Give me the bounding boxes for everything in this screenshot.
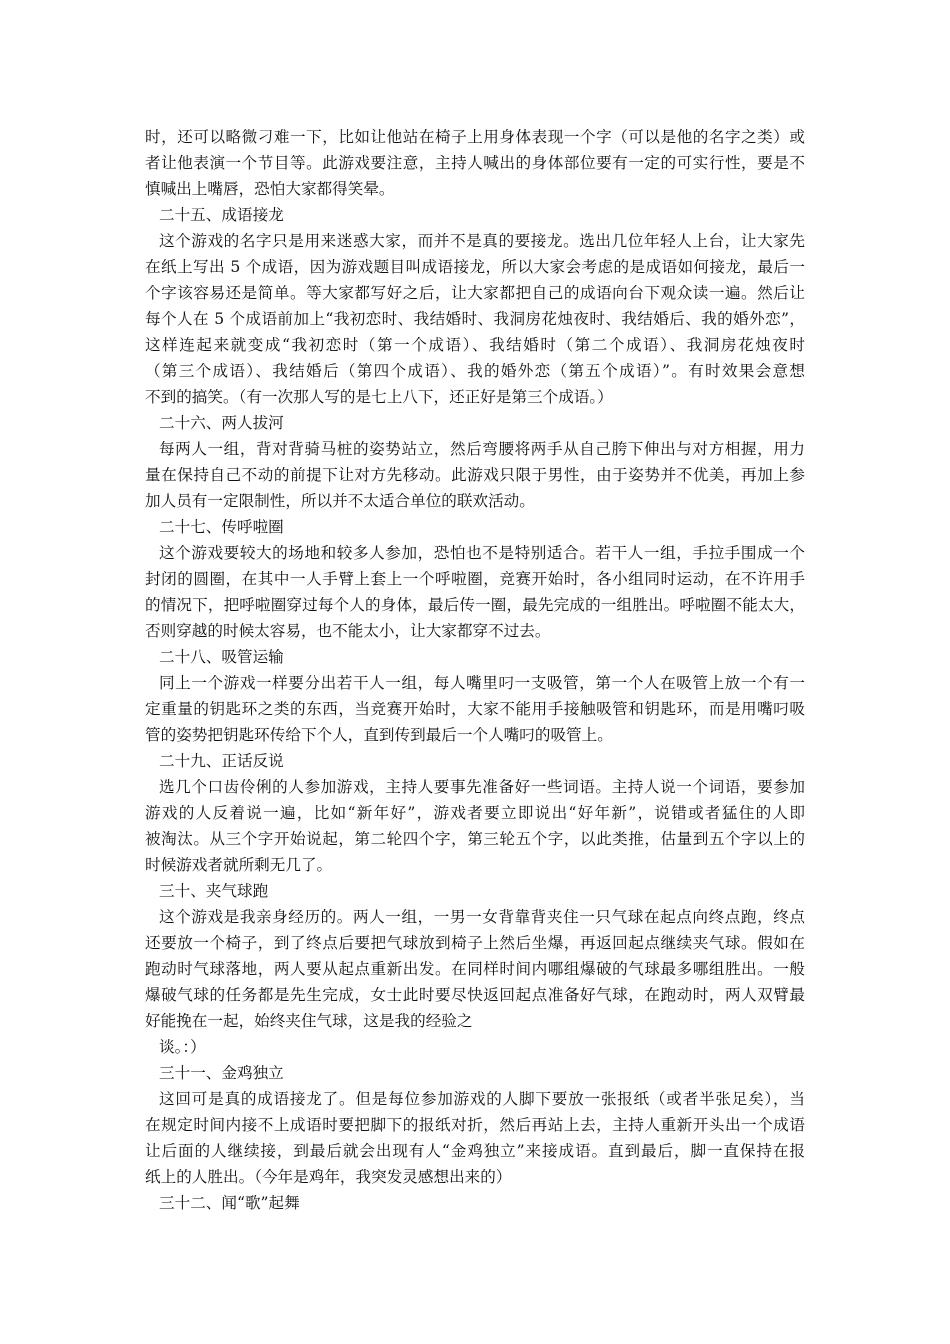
paragraph-first-line: 每两人一组，背对背骑马桩的姿势站立，然后弯腰将两手从自己胯下伸出与对方相握，用力 bbox=[159, 440, 805, 458]
text-line: 谈。：） bbox=[159, 1038, 206, 1056]
text-line: （第三个成语）、我结婚后（第四个成语）、我的婚外恋（第五个成语）”。有时效果会意想 bbox=[145, 362, 805, 380]
document-body bbox=[145, 124, 805, 1216]
paragraph-first-line: 选几个口齿伶俐的人参加游戏，主持人要事先准备好一些词语。主持人说一个词语，要参加 bbox=[159, 778, 805, 796]
paragraph-first-line: 这个游戏是我亲身经历的。两人一组，一男一女背靠背夹住一只气球在起点向终点跑，终点 bbox=[159, 908, 805, 926]
text-line: 不到的搞笑。（有一次那人写的是七上八下，还正好是第三个成语。） bbox=[145, 388, 613, 406]
text-line: 在规定时间内接不上成语时要把脚下的报纸对折，然后再站上去，主持人重新开头出一个成语 bbox=[145, 1116, 805, 1134]
paragraph-first-line: 这个游戏的名字只是用来迷惑大家，而并不是真的要接龙。选出几位年轻人上台，让大家先 bbox=[159, 232, 805, 250]
text-line: 封闭的圆圈，在其中一人手臂上套上一个呼啦圈，竞赛开始时，各小组同时运动，在不许用手 bbox=[145, 570, 805, 588]
text-line: 好能挽在一起，始终夹住气球，这是我的经验之 bbox=[145, 1012, 473, 1030]
section-heading: 三十、夹气球跑 bbox=[159, 882, 269, 900]
text-line: 量在保持自己不动的前提下让对方先移动。此游戏只限于男性，由于姿势并不优美，再加上参 bbox=[145, 466, 805, 484]
text-line: 游戏的人反着说一遍，比如“新年好”，游戏者要立即说出“好年新”，说错或者猛住的人即 bbox=[145, 804, 805, 822]
section-heading: 二十七、传呼啦圈 bbox=[159, 518, 284, 536]
text-line: 让后面的人继续接，到最后就会出现有人“金鸡独立”来接成语。直到最后，脚一直保持在报 bbox=[145, 1142, 805, 1160]
text-line: 被淘汰。从三个字开始说起，第二轮四个字，第三轮五个字，以此类推，估量到五个字以上的 bbox=[145, 830, 805, 848]
text-line: 纸上的人胜出。（今年是鸡年，我突发灵感想出来的） bbox=[145, 1168, 512, 1186]
section-heading: 三十一、金鸡独立 bbox=[159, 1064, 284, 1082]
text-line: 在纸上写出 5 个成语，因为游戏题目叫成语接龙，所以大家会考虑的是成语如何接龙，最后一 bbox=[145, 258, 805, 276]
section-heading: 二十九、正话反说 bbox=[159, 752, 284, 770]
text-line: 定重量的钥匙环之类的东西，当竞赛开始时，大家不能用手接触吸管和钥匙环，而是用嘴叼吸 bbox=[145, 700, 805, 718]
text-line: 慎喊出上嘴唇，恐怕大家都得笑晕。 bbox=[145, 180, 395, 198]
text-line: 否则穿越的时候太容易，也不能太小，让大家都穿不过去。 bbox=[145, 622, 551, 640]
text-line: 管的姿势把钥匙环传给下个人，直到传到最后一个人嘴叼的吸管上。 bbox=[145, 726, 613, 744]
paragraph-first-line: 同上一个游戏一样要分出若干人一组，每人嘴里叼一支吸管，第一个人在吸管上放一个有一 bbox=[159, 674, 805, 692]
text-line: 加人员有一定限制性，所以并不太适合单位的联欢活动。 bbox=[145, 492, 535, 510]
section-heading: 二十五、成语接龙 bbox=[159, 206, 284, 224]
paragraph-first-line: 这回可是真的成语接龙了。但是每位参加游戏的人脚下要放一张报纸（或者半张足矣），当 bbox=[159, 1090, 805, 1108]
paragraph-first-line: 这个游戏要较大的场地和较多人参加，恐怕也不是特别适合。若干人一组，手拉手围成一个 bbox=[159, 544, 805, 562]
text-line: 者让他表演一个节目等。此游戏要注意，主持人喊出的身体部位要有一定的可实行性，要是不 bbox=[145, 154, 805, 172]
text-line: 爆破气球的任务都是先生完成，女士此时要尽快返回起点准备好气球，在跑动时，两人双臂最 bbox=[145, 986, 805, 1004]
text-line: 的情况下，把呼啦圈穿过每个人的身体，最后传一圈，最先完成的一组胜出。呼啦圈不能太大， bbox=[145, 596, 805, 614]
text-line: 时候游戏者就所剩无几了。 bbox=[145, 856, 333, 874]
text-line: 时，还可以略微刁难一下，比如让他站在椅子上用身体表现一个字（可以是他的名字之类）或 bbox=[145, 128, 805, 146]
section-heading: 二十八、吸管运输 bbox=[159, 648, 284, 666]
section-heading: 三十二、闻“歌”起舞 bbox=[159, 1194, 300, 1212]
text-line: 个字该容易还是简单。等大家都写好之后，让大家都把自己的成语向台下观众读一遍。然后让 bbox=[145, 284, 805, 302]
text-line: 这样连起来就变成“我初恋时（第一个成语）、我结婚时（第二个成语）、我洞房花烛夜时 bbox=[145, 336, 805, 354]
section-heading: 二十六、两人拔河 bbox=[159, 414, 284, 432]
text-line: 每个人在 5 个成语前加上“我初恋时、我结婚时、我洞房花烛夜时、我结婚后、我的婚外恋”， bbox=[145, 310, 805, 328]
text-line: 还要放一个椅子，到了终点后要把气球放到椅子上然后坐爆，再返回起点继续夹气球。假如在 bbox=[145, 934, 805, 952]
text-line: 跑动时气球落地，两人要从起点重新出发。在同样时间内哪组爆破的气球最多哪组胜出。一般 bbox=[145, 960, 805, 978]
